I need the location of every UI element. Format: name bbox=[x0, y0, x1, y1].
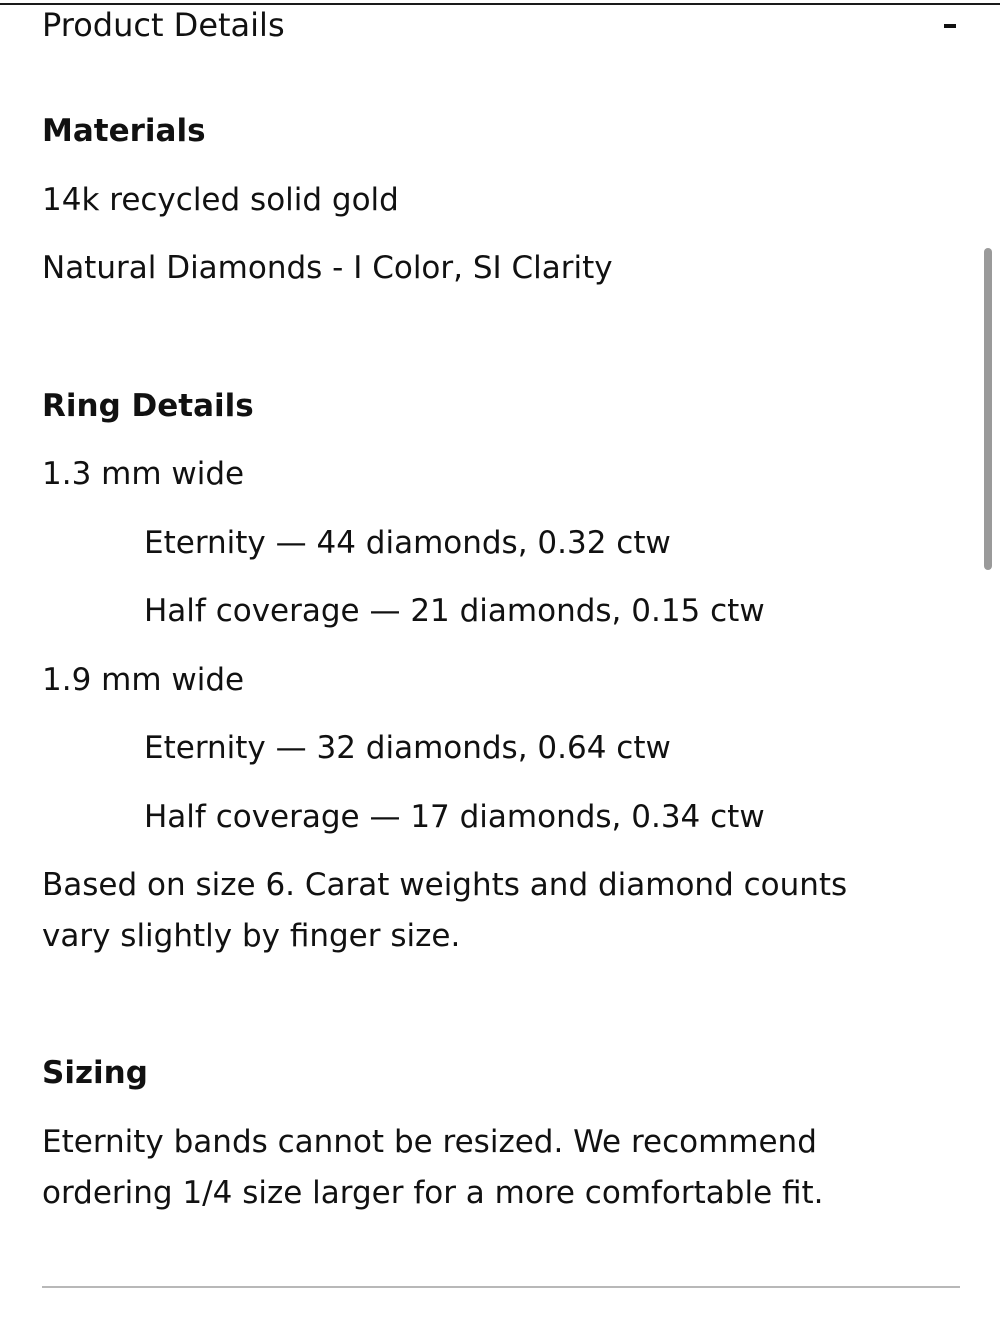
materials-item: 14k recycled solid gold bbox=[42, 182, 399, 218]
sizing-heading: Sizing bbox=[42, 1055, 148, 1091]
product-details-header[interactable] bbox=[42, 5, 960, 45]
collapse-icon[interactable] bbox=[940, 5, 960, 45]
ring-option: Eternity — 44 diamonds, 0.32 ctw bbox=[144, 525, 671, 561]
materials-item: Natural Diamonds - I Color, SI Clarity bbox=[42, 250, 613, 286]
ring-width-label: 1.9 mm wide bbox=[42, 662, 245, 698]
ring-width-label: 1.3 mm wide bbox=[42, 456, 245, 492]
ring-details-heading: Ring Details bbox=[42, 388, 254, 424]
sizing-text: Eternity bands cannot be resized. We recommend ordering 1/4 size larger for a more comfortable fit. bbox=[42, 1124, 824, 1211]
ring-details-note: Based on size 6. Carat weights and diamond counts vary slightly by finger size. bbox=[42, 867, 848, 954]
ring-option: Half coverage — 21 diamonds, 0.15 ctw bbox=[144, 593, 765, 629]
bottom-divider bbox=[42, 1286, 960, 1288]
minus-icon bbox=[944, 24, 956, 28]
ring-option: Eternity — 32 diamonds, 0.64 ctw bbox=[144, 730, 671, 766]
ring-option: Half coverage — 17 diamonds, 0.34 ctw bbox=[144, 799, 765, 835]
materials-heading: Materials bbox=[42, 113, 206, 149]
accordion-title[interactable]: Product Details bbox=[42, 6, 285, 44]
scrollbar[interactable] bbox=[984, 248, 992, 570]
